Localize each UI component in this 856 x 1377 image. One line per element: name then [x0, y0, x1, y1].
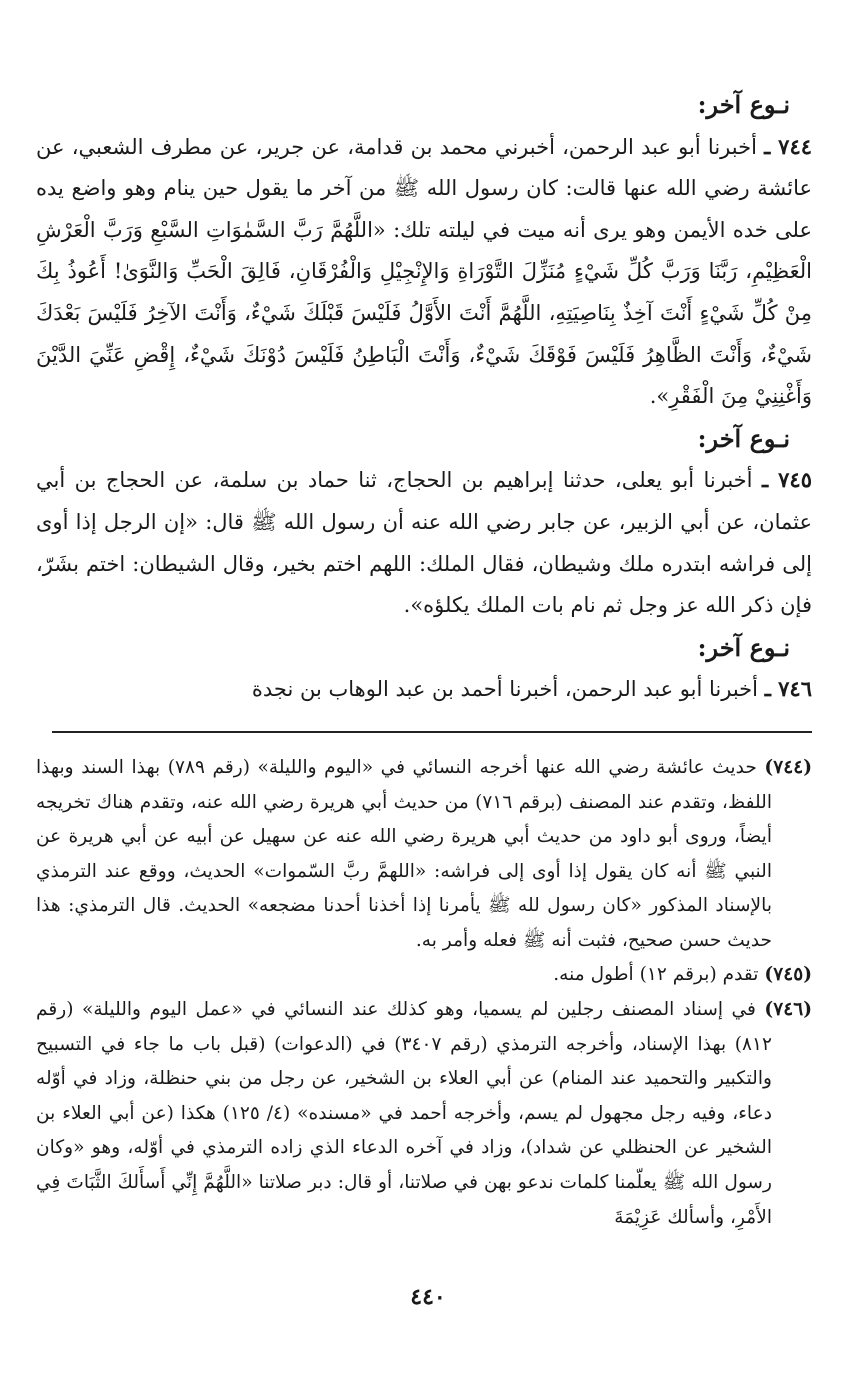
footnote-divider [52, 731, 812, 733]
footnote-text: تقدم (برقم ١٢) أطول منه. [553, 964, 759, 986]
hadith-text: أخبرنا أبو عبد الرحمن، أخبرنا أحمد بن عبد الوهاب بن نجدة [251, 677, 758, 702]
section-heading: نـوع آخر: [697, 90, 790, 119]
hadith-number: ٧٤٦ ـ [764, 676, 812, 702]
hadith-text: أخبرنا أبو يعلى، حدثنا إبراهيم بن الحجاج، ثنا حماد بن سلمة، عن الحجاج بن أبي عثمان، عن أبي الزبير، عن جابر رضي الله عنه أن رسول الله ﷺ قال: «إن الرجل إذا أوى إلى فراشه ابتدره ملك وشيطان، فقال الملك: اللهم اختم بخير، وقال الشيطان: اختم بشَرّ، فإن ذكر الله عز وجل ثم نام بات الملك يكلؤه». [36, 468, 812, 618]
hadith-text: أخبرنا أبو عبد الرحمن، أخبرني محمد بن قدامة، عن جرير، عن مطرف الشعبي، عن عائشة رضي الله عنها قالت: كان رسول الله ﷺ من آخر ما يقول حين ينام وهو واضع يده على خده الأيمن وهو يرى أنه ميت في ليلته تلك: «اللَّهُمَّ رَبَّ السَّمٰوَاتِ السَّبْعِ وَرَبَّ الْعَرْشِ الْعَظِيْمِ، رَبَّنَا وَرَبَّ كُلِّ شَيْءٍ مُنَزِّلَ التَّوْرَاةِ وَالإِنْجِيْلِ وَالْفُرْقَانِ، فَالِقَ الْحَبِّ وَالنَّوَىٰ! أَعُوذُ بِكَ مِنْ كُلِّ شَيْءٍ أَنْتَ آخِذٌ بِنَاصِيَتِهِ، اللَّهُمَّ أَنْتَ الأَوَّلُ فَلَيْسَ قَبْلَكَ شَيْءٌ، وَأَنْتَ الآخِرُ فَلَيْسَ بَعْدَكَ شَيْءٌ، وَأَنْتَ الظَّاهِرُ فَلَيْسَ فَوْقَكَ شَيْءٌ، وَأَنْتَ الْبَاطِنُ فَلَيْسَ دُوْنَكَ شَيْءٌ، إِقْضِ عَنِّيَ الدَّيْنَ وَأَغْنِنِيْ مِنَ الْفَقْرِ». [36, 134, 812, 409]
footnote-number: (٧٤٤) [764, 756, 812, 778]
footnote-745 [36, 958, 812, 993]
footnotes [36, 751, 812, 1235]
footnote-text: حديث عائشة رضي الله عنها أخرجه النسائي في «اليوم والليلة» (رقم ٧٨٩) بهذا السند وبهذا اللفظ، وتقدم عند المصنف (برقم ٧١٦) من حديث أبي هريرة رضي الله عنه، وتقدم هناك تخريجه أيضاً، وروى أبو داود من حديث أبي هريرة رضي الله عنه عن سهيل عن أبيه عن أبي هريرة عن النبي ﷺ أنه كان يقول إذا أوى إلى فراشه: «اللهمَّ ربَّ السّموات» الحديث، ووقع عند الترمذي بالإسناد المذكور «كان رسول لله ﷺ يأمرنا إذا أخذنا أحدنا مضجعه» الحديث. قال الترمذي: هذا حديث حسن صحيح، فثبت أنه ﷺ فعله وأمر به. [36, 756, 772, 951]
section-heading: نـوع آخر: [697, 632, 790, 662]
footnote-number: (٧٤٦) [764, 999, 812, 1021]
hadith-745 [36, 459, 812, 626]
footnote-746 [36, 993, 812, 1235]
footnote-744 [36, 751, 812, 959]
footnote-text: في إسناد المصنف رجلين لم يسميا، وهو كذلك عند النسائي في «عمل اليوم والليلة» (رقم ٨١٢) بهذا الإسناد، وأخرجه الترمذي (رقم ٣٤٠٧) في (الدعوات) (قبل باب ما جاء في التسبيح والتكبير والتحميد عند المنام) عن أبي العلاء بن الشخير، عن رجل من بني حنظلة، وزاد في أوّله دعاء، وفيه رجل مجهول لم يسم، وأخرجه أحمد في «مسنده» (٤/ ١٢٥) هكذا (عن أبي العلاء بن الشخير عن الحنظلي عن شداد)، وزاد في آخره الدعاء الذي زاده الترمذي في أوّله، وهو «وكان رسول الله ﷺ يعلّمنا كلمات ندعو بهن في صلاتنا، أو قال: دبر صلاتنا «اللَّهُمَّ إِنِّي أَسأَلكَ الثَّبَاتَ فِي الأَمْرِ، وأسألك عَزِيْمَةَ [36, 999, 772, 1228]
page-number: ٤٤٠ [410, 1284, 446, 1310]
hadith-746 [36, 668, 812, 711]
section-heading: نـوع آخر: [697, 423, 790, 453]
hadith-number: ٧٤٥ ـ [761, 467, 812, 493]
hadith-744 [36, 126, 812, 418]
main-text [36, 84, 812, 711]
hadith-number: ٧٤٤ ـ [764, 133, 813, 159]
footnote-number: (٧٤٥) [764, 964, 812, 986]
